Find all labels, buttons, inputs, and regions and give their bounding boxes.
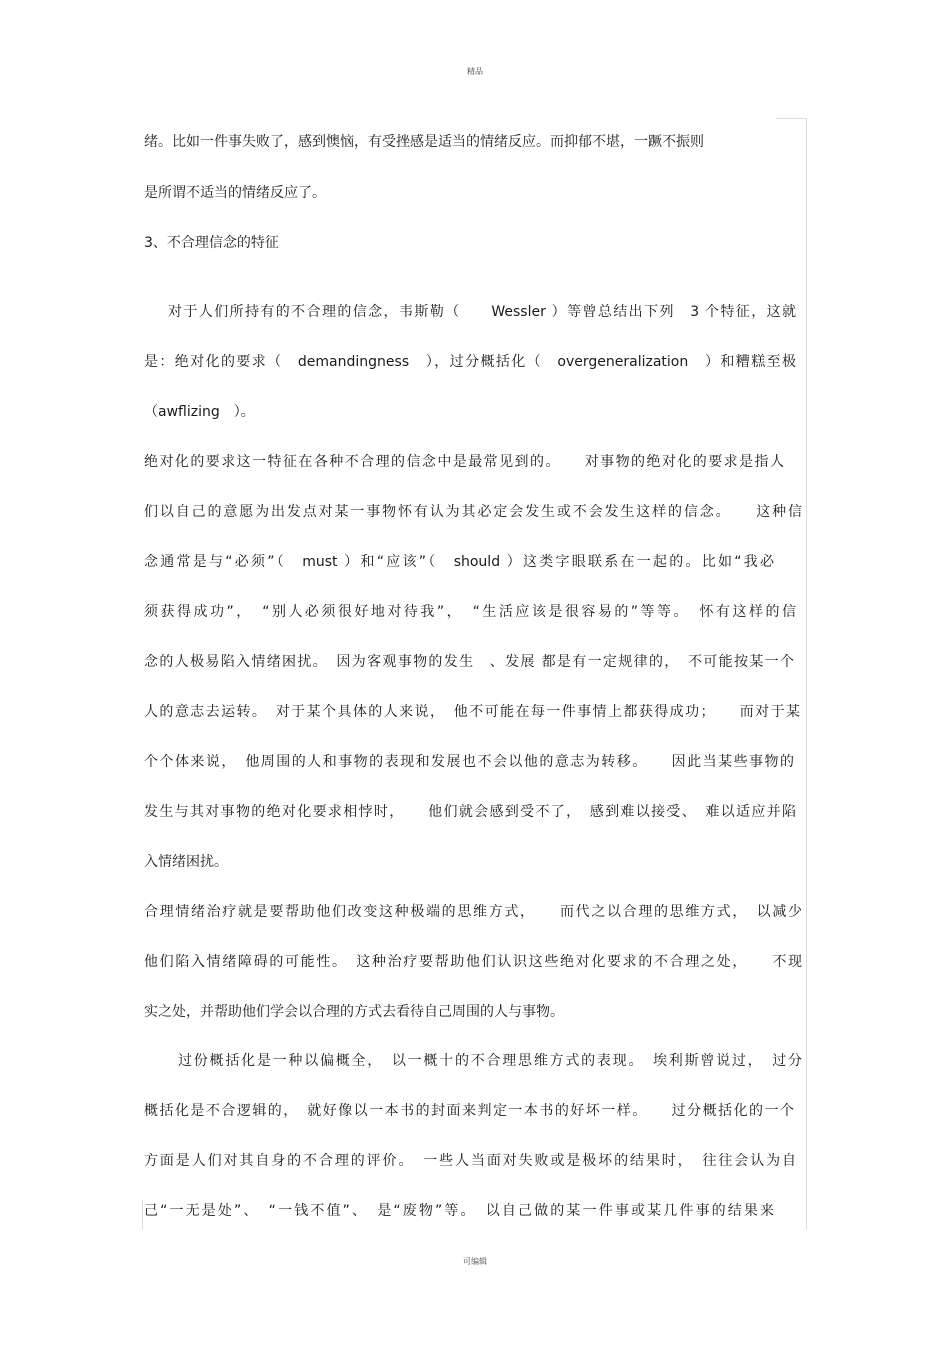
text-line-15: 入情绪困扰。 [144, 854, 228, 870]
text-line-13: 个个体来说， 他周围的人和事物的表现和发展也不会以他的意志为转移。 因此当某些事物的 [144, 754, 794, 770]
text-line-9: 念通常是与“必须”（ must ）和“应该”（ should ）这类字眼联系在一起的。比如“我必 [144, 554, 774, 570]
text-line-18: 实之处，并帮助他们学会以合理的方式去看待自己周围的人与事物。 [144, 1004, 564, 1020]
frame-line-top [776, 118, 807, 119]
text-line-22: 己“一无是处”、 “一钱不值”、 是“废物”等。 以自己做的某一件事或某几件事的结果来 [144, 1203, 774, 1219]
page-footer-mark: 可编辑 [463, 1257, 487, 1266]
text-line-19: 过份概括化是一种以偏概全， 以一概十的不合理思维方式的表现。 埃利斯曾说过， 过分 [178, 1053, 802, 1069]
text-line-5: 是：绝对化的要求（ demandingness ），过分概括化（ overgeneralization ）和糟糕至极 [144, 354, 796, 370]
text-line-7: 绝对化的要求这一特征在各种不合理的信念中是最常见到的。 对事物的绝对化的要求是指人 [144, 454, 784, 470]
text-line-16: 合理情绪治疗就是要帮助他们改变这种极端的思维方式， 而代之以合理的思维方式， 以减少 [144, 904, 802, 920]
text-line-21: 方面是人们对其自身的不合理的评价。 一些人当面对失败或是极坏的结果时， 往往会认为自 [144, 1153, 796, 1169]
text-line-20: 概括化是不合逻辑的， 就好像以一本书的封面来判定一本书的好坏一样。 过分概括化的一个 [144, 1103, 794, 1119]
text-line-8: 们以自己的意愿为出发点对某一事物怀有认为其必定会发生或不会发生这样的信念。 这种信 [144, 504, 802, 520]
frame-line-left-bottom [142, 1200, 143, 1230]
text-line-12: 人的意志去运转。 对于某个具体的人来说， 他不可能在每一件事情上都获得成功； 而对于某 [144, 704, 800, 720]
text-line-10: 须获得成功”， “别人必须很好地对待我”， “生活应该是很容易的”等等。 怀有这样的信 [144, 604, 796, 620]
text-line-14: 发生与其对事物的绝对化要求相悖时， 他们就会感到受不了， 感到难以接受、 难以适应并陷 [144, 804, 796, 820]
frame-line-right [806, 118, 807, 1230]
text-line-2: 是所谓不适当的情绪反应了。 [144, 185, 326, 201]
text-line-17: 他们陷入情绪障碍的可能性。 这种治疗要帮助他们认识这些绝对化要求的不合理之处， 不现 [144, 954, 802, 970]
text-line-4: 对于人们所持有的不合理的信念，韦斯勒（ Wessler ）等曾总结出下列 3 个特征，这就 [168, 304, 796, 320]
page-header-mark: 精品 [467, 67, 483, 76]
text-line-6: （awflizing ）。 [144, 404, 255, 420]
text-line-11: 念的人极易陷入情绪困扰。 因为客观事物的发生 、发展 都是有一定规律的， 不可能按某一个 [144, 654, 794, 670]
text-line-1: 绪。比如一件事失败了，感到懊恼，有受挫感是适当的情绪反应。而抑郁不堪，一蹶不振则 [144, 134, 704, 150]
section-heading: 3、不合理信念的特征 [144, 235, 279, 251]
